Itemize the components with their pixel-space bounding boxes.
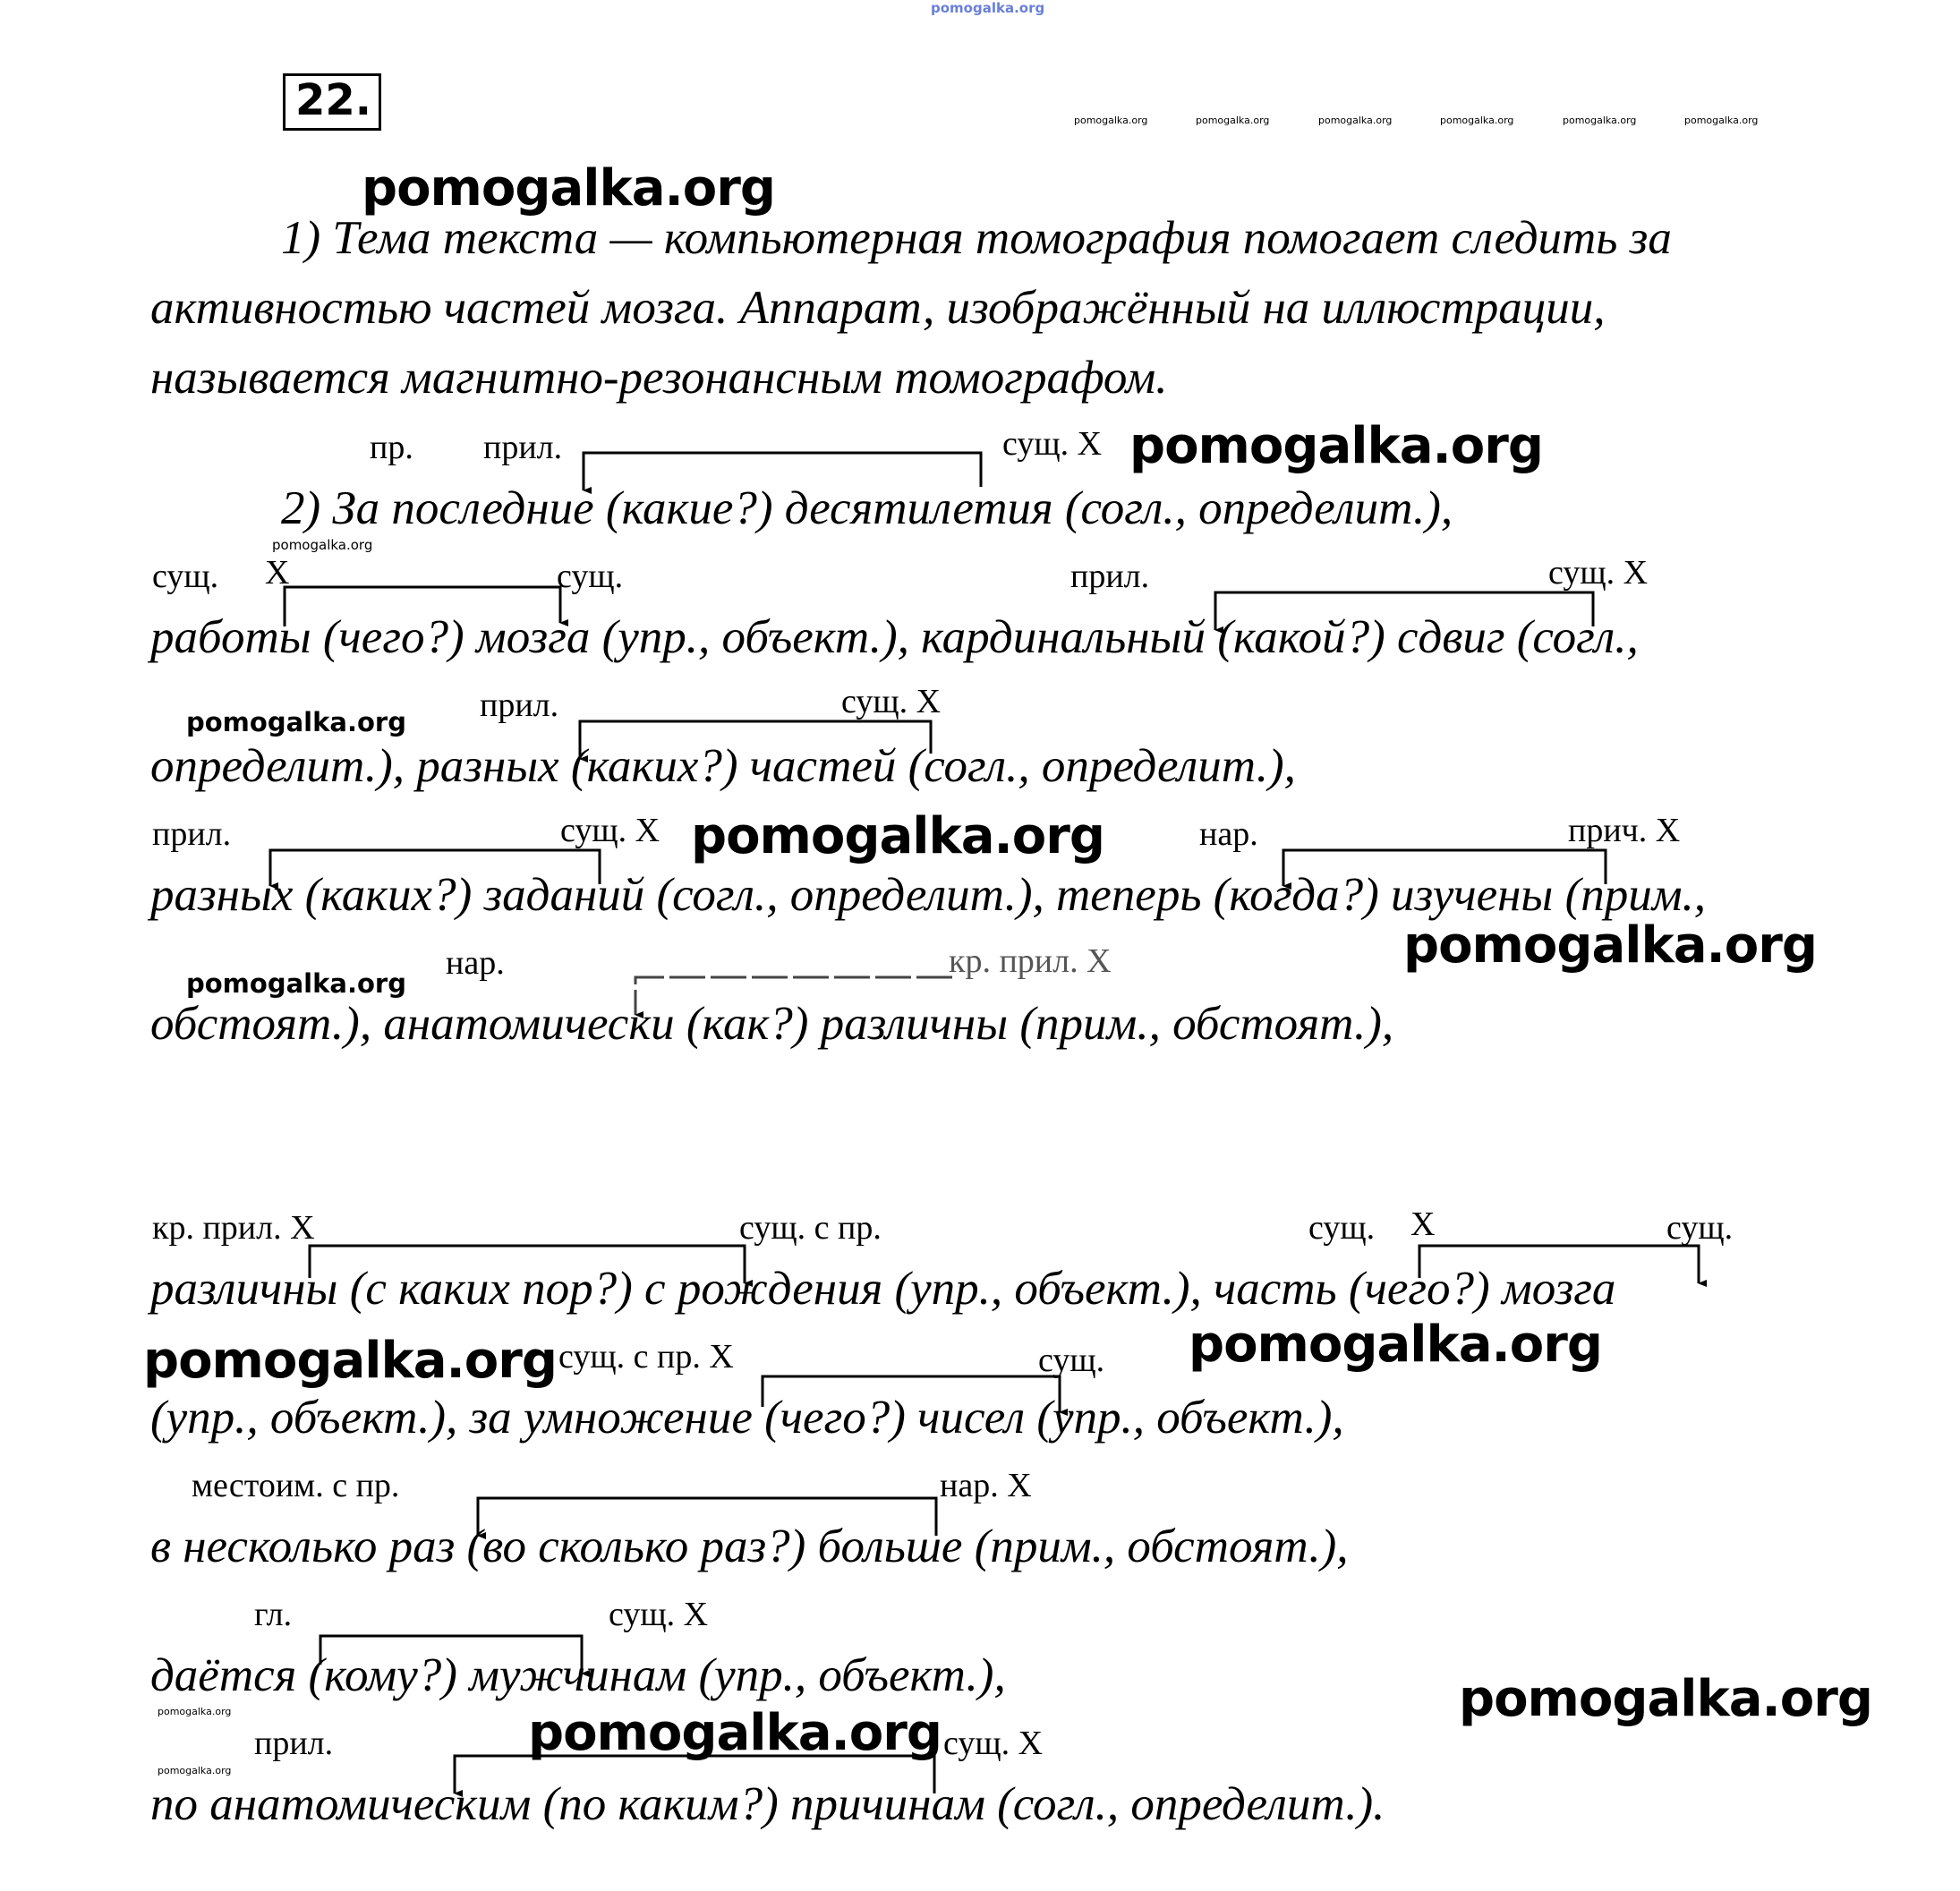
watermark-tiny: pomogalka.org <box>1684 115 1759 126</box>
watermark: pomogalka.org <box>1129 417 1543 475</box>
watermark-mid: pomogalka.org <box>186 968 406 999</box>
watermark-mid: pomogalka.org <box>186 707 406 737</box>
arrow <box>285 587 560 626</box>
watermark-tiny: pomogalka.org <box>1318 115 1393 126</box>
watermark-tiny: pomogalka.org <box>1440 115 1514 126</box>
analysis-line: 2) За последние (какие?) десятилетия (согл., определит.), <box>281 482 1453 534</box>
pos-label: нар. <box>446 944 505 982</box>
pos-label: сущ. <box>1666 1209 1734 1247</box>
arrow <box>763 1376 1060 1412</box>
analysis-line: определит.), разных (каких?) частей (согл., определит.), <box>150 740 1296 792</box>
watermark: pomogalka.org <box>1459 1670 1872 1728</box>
analysis-line: (упр., объект.), за умножение (чего?) чисел (упр., объект.), <box>150 1392 1344 1444</box>
pos-label: сущ. <box>1038 1342 1105 1379</box>
analysis-line: различны (с каких пор?) с рождения (упр., объект.), часть (чего?) мозга <box>150 1263 1616 1315</box>
arrow <box>270 850 600 886</box>
arrow <box>310 1246 745 1283</box>
pos-label: сущ. X <box>1002 425 1103 463</box>
pos-label: кр. прил. X <box>152 1209 315 1247</box>
pos-label: прил. <box>483 429 563 466</box>
pos-label: сущ. <box>1308 1209 1376 1247</box>
watermark: pomogalka.org <box>528 1704 942 1762</box>
pos-label: прил. <box>254 1725 334 1762</box>
pos-label: нар. X <box>940 1467 1032 1504</box>
watermark: pomogalka.org <box>1189 1316 1602 1374</box>
arrow <box>580 721 931 759</box>
pos-label: сущ. X <box>943 1725 1044 1762</box>
arrow <box>478 1498 936 1536</box>
analysis-line: обстоят.), анатомически (как?) различны (прим., обстоят.), <box>150 998 1394 1050</box>
watermark-tiny: pomogalka.org <box>1196 115 1270 126</box>
pos-label: сущ. X <box>560 812 660 849</box>
pos-label: X <box>265 554 290 592</box>
analysis-line: работы (чего?) мозга (упр., объект.), кардинальный (какой?) сдвиг (согл., <box>150 611 1639 663</box>
pos-label: сущ. с пр. X <box>558 1338 734 1376</box>
arrow <box>320 1636 582 1674</box>
analysis-line: в несколько раз (во сколько раз?) больше (прим., обстоят.), <box>150 1520 1349 1572</box>
pos-label: X <box>1410 1205 1436 1243</box>
watermark-tiny: pomogalka.org <box>158 1765 232 1776</box>
watermark-tiny: pomogalka.org <box>1074 115 1148 126</box>
pos-label: сущ. X <box>609 1596 709 1633</box>
pos-label: прил. <box>1070 558 1150 595</box>
watermark: pomogalka.org <box>362 159 775 217</box>
arrow <box>635 977 952 1015</box>
watermark-small: pomogalka.org <box>272 537 373 553</box>
pos-label: сущ. X <box>1548 554 1649 592</box>
pos-label: кр. прил. X <box>949 942 1112 980</box>
pos-label: прич. X <box>1568 812 1681 849</box>
analysis-line: по анатомическим (по каким?) причинам (согл., определит.). <box>150 1778 1385 1830</box>
paragraph-line: активностью частей мозга. Аппарат, изображённый на иллюстрации, <box>150 282 1606 334</box>
watermark-tiny: pomogalka.org <box>1563 115 1637 126</box>
arrow <box>584 453 981 490</box>
paragraph-line: называется магнитно-резонансным томографом. <box>150 352 1168 404</box>
pos-label: местоим. с пр. <box>192 1467 400 1504</box>
analysis-line: разных (каких?) заданий (согл., определит.), теперь (когда?) изучены (прим., <box>150 869 1707 921</box>
arrow <box>1215 592 1593 630</box>
pos-label: сущ. с пр. <box>739 1209 882 1247</box>
watermark-tiny: pomogalka.org <box>158 1706 232 1717</box>
pos-label: нар. <box>1199 815 1258 853</box>
pos-label: сущ. X <box>841 683 942 720</box>
watermark: pomogalka.org <box>1403 916 1817 975</box>
pos-label: гл. <box>254 1596 293 1633</box>
watermark: pomogalka.org <box>143 1332 557 1390</box>
watermark: pomogalka.org <box>691 807 1104 865</box>
pos-label: сущ. <box>557 558 624 595</box>
pos-label: прил. <box>152 815 232 853</box>
pos-label: прил. <box>480 686 559 724</box>
task-number: 22. <box>295 75 372 125</box>
arrow <box>1283 850 1606 886</box>
pos-label: сущ. <box>152 558 219 595</box>
analysis-line: даётся (кому?) мужчинам (упр., объект.), <box>150 1649 1006 1701</box>
pos-label: пр. <box>370 429 413 466</box>
paragraph-line: 1) Тема текста — компьютерная томография помогает следить за <box>281 212 1672 264</box>
arrow <box>1419 1246 1699 1283</box>
watermark-top: pomogalka.org <box>931 0 1045 16</box>
